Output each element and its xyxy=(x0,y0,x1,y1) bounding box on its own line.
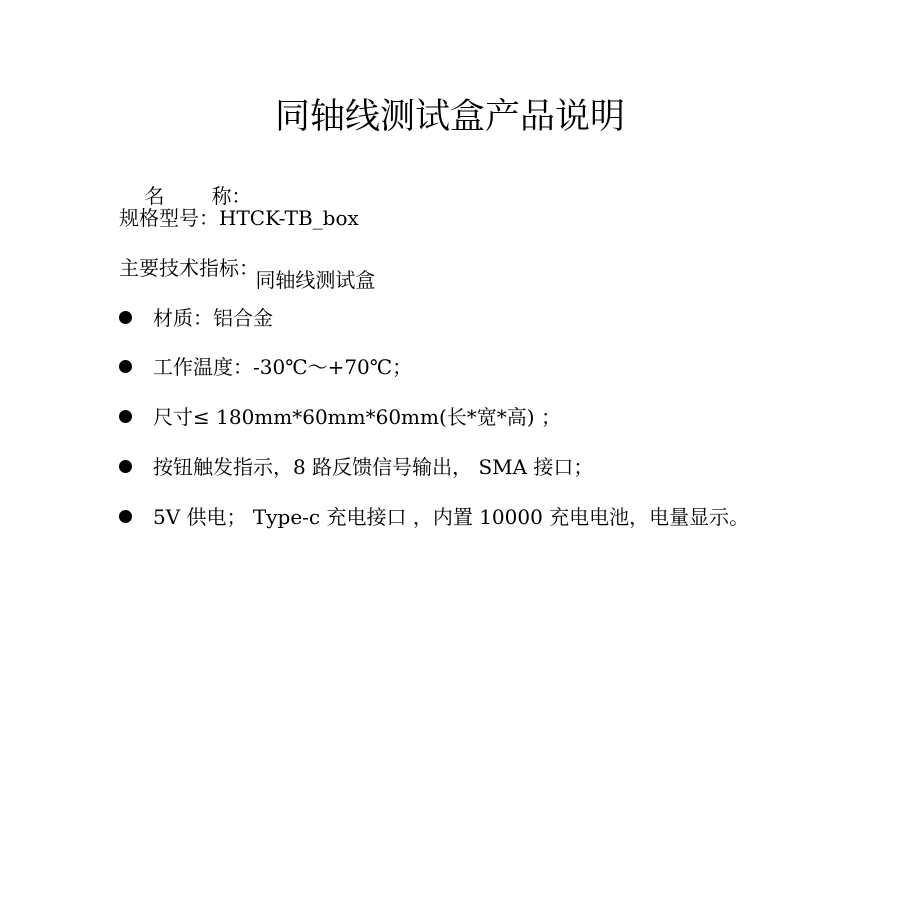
document-title: 同轴线测试盒产品说明 xyxy=(274,97,625,137)
product-name-label-char1: 名 xyxy=(144,184,165,208)
spec-item-text: 尺寸≤ 180mm*60mm*60mm(长*宽*高) ； xyxy=(153,405,561,429)
bullet-icon xyxy=(119,360,132,373)
bullet-icon xyxy=(119,410,132,423)
bullet-icon xyxy=(119,510,132,523)
bullet-icon xyxy=(119,311,132,324)
spec-item-text: 材质：铝合金 xyxy=(153,306,273,330)
spec-item xyxy=(119,503,750,615)
spec-item-text: 工作温度：-30℃～+70℃； xyxy=(153,355,413,379)
bullet-icon xyxy=(119,460,132,473)
model-line: 规格型号：HTCK-TB_box xyxy=(119,206,359,230)
product-name-value: 同轴线测试盒 xyxy=(255,268,376,292)
product-name-label-char2: 称： xyxy=(211,184,252,208)
specs-heading: 主要技术指标： xyxy=(119,256,259,280)
spec-item-text: 5V 供电； Type-c 充电接口 ，内置 10000 充电电池，电量显示。 xyxy=(153,505,750,529)
product-name-line xyxy=(119,154,375,322)
spec-item-text: 按钮触发指示，8 路反馈信号输出， SMA 接口； xyxy=(153,455,594,479)
